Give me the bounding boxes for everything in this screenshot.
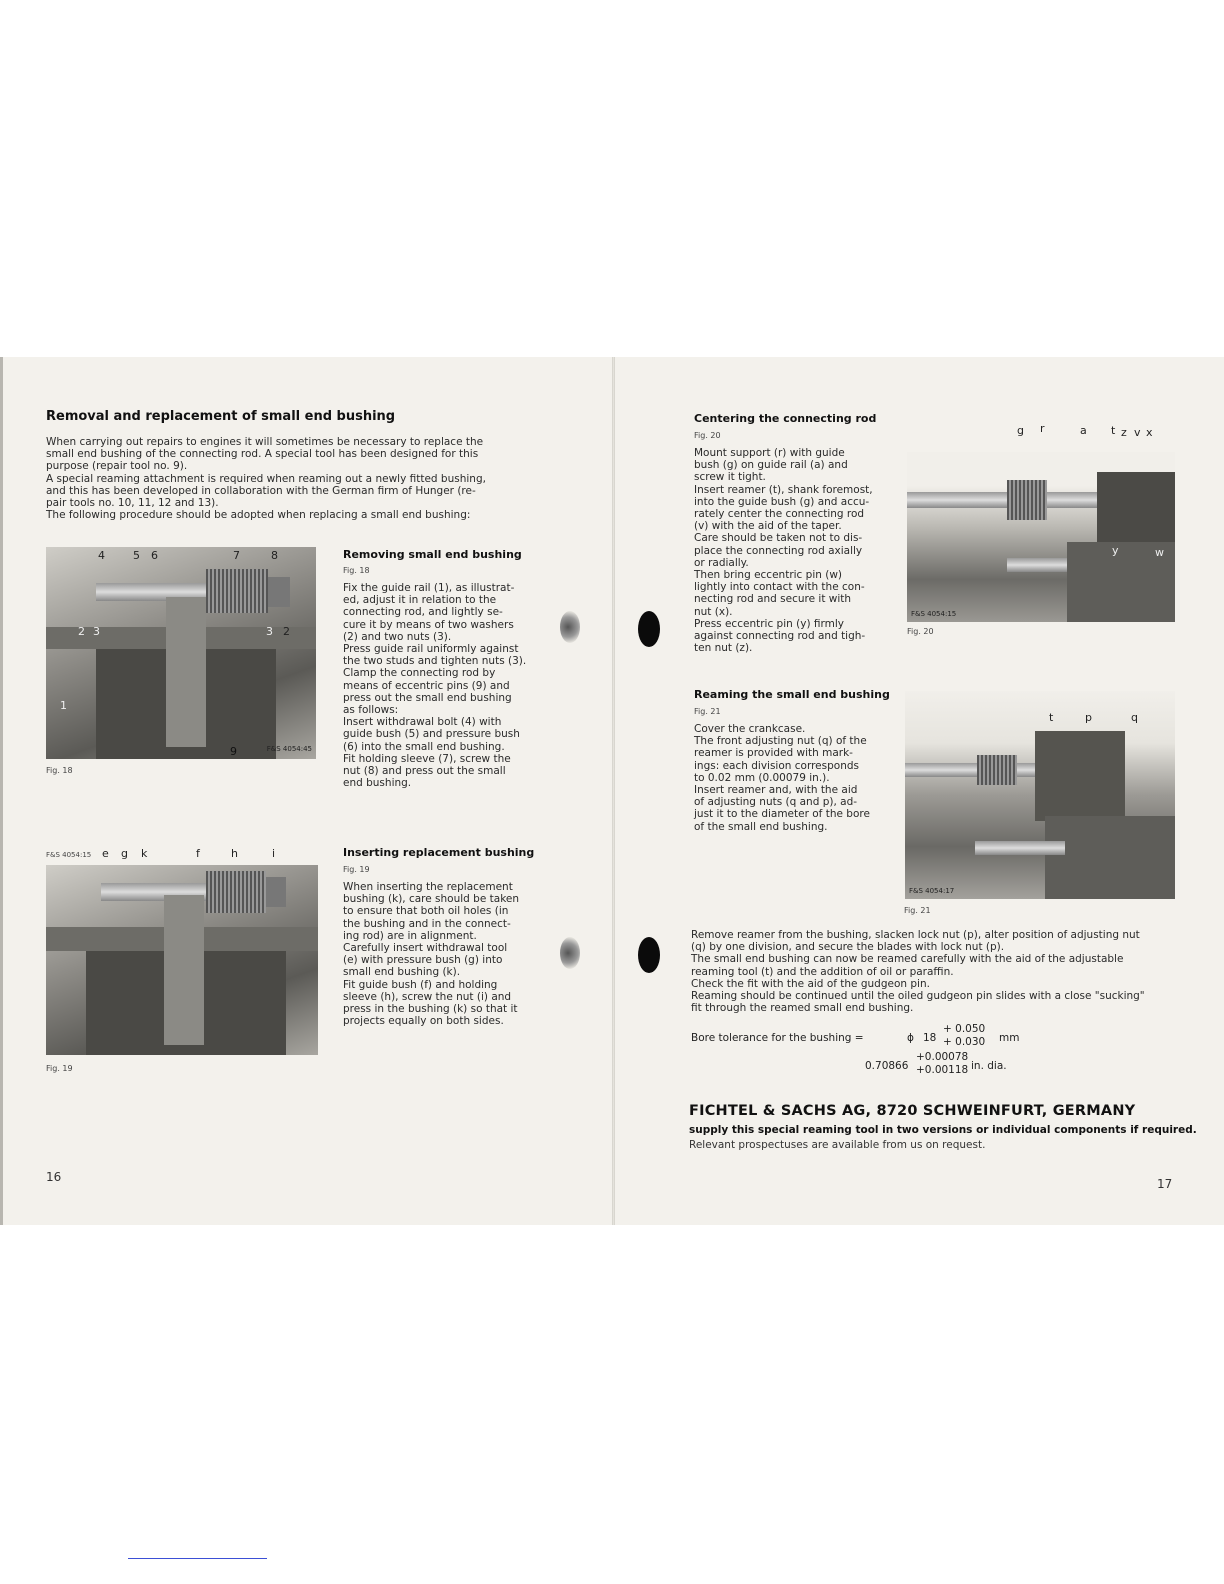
text-line: (e) with pressure bush (g) into (343, 954, 503, 967)
fig-code: F&S 4054:15 (911, 610, 957, 618)
book-spread (0, 357, 1224, 1225)
text-line: fit through the reamed small end bushing. (691, 1002, 914, 1015)
binder-hole-icon (638, 937, 660, 973)
text-line: Press eccentric pin (y) firmly (694, 617, 844, 630)
inserting-text (343, 881, 533, 1027)
callout-label: w (1155, 546, 1164, 559)
fig19-caption: Fig. 19 (46, 1064, 73, 1073)
fig-ref: Fig. 18 (343, 566, 370, 575)
text-line: Cover the crankcase. (694, 723, 806, 735)
page-number: 16 (46, 1170, 62, 1184)
text-line: ing rod) are in alignment. (343, 929, 477, 942)
text-line: to 0.02 mm (0.00079 in.). (694, 771, 830, 784)
callout-label: p (1085, 711, 1092, 724)
fig19-photo (46, 865, 318, 1055)
text-line: the bushing and in the connect- (343, 917, 511, 930)
text-line: against connecting rod and tigh- (694, 630, 866, 643)
text-line: The small end bushing can now be reamed carefully with the aid of the adjustable (691, 953, 1124, 966)
text-line: bushing (k), care should be taken (343, 893, 520, 906)
text-line: of adjusting nuts (q and p), ad- (694, 796, 858, 809)
text-line: nut (x). (694, 605, 733, 618)
text-line: to ensure that both oil holes (in (343, 905, 509, 918)
callout-label: 8 (271, 549, 278, 562)
text-line: the two studs and tighten nuts (3). (343, 655, 527, 668)
text-line: lightly into contact with the con- (694, 581, 865, 594)
binder-hole-icon (560, 937, 580, 969)
diameter-symbol: ɸ (907, 1032, 914, 1044)
text-line: press out the small end bushing (343, 691, 512, 704)
intro-line: The following procedure should be adopted when replacing a small end bushing: (46, 509, 471, 522)
text-line: reaming tool (t) and the addition of oil or paraffin. (691, 965, 954, 978)
fig-code: F&S 4054:45 (266, 745, 312, 753)
text-line: Fit holding sleeve (7), screw the (343, 752, 511, 765)
text-line: ings: each division corresponds (694, 759, 859, 772)
section-heading-removing: Removing small end bushing (343, 548, 522, 561)
intro-line: purpose (repair tool no. 9). (46, 460, 188, 473)
right-page (615, 357, 1224, 1225)
tolerance-upper-mm: + 0.050 (943, 1023, 986, 1035)
tolerance-lower-mm: + 0.030 (943, 1036, 986, 1048)
binder-hole-icon (638, 611, 660, 647)
text-line: Press guide rail uniformly against (343, 643, 519, 656)
text-line: Remove reamer from the bushing, slacken lock nut (p), alter position of adjusting nut (691, 929, 1140, 941)
text-line: place the connecting rod axially (694, 544, 863, 557)
tolerance-upper-in: +0.00078 (916, 1051, 969, 1063)
text-line: sleeve (h), screw the nut (i) and (343, 990, 512, 1003)
text-line: (2) and two nuts (3). (343, 630, 452, 643)
nut (268, 577, 290, 607)
callout-label: 7 (233, 549, 240, 562)
reamer-head (1035, 731, 1125, 821)
text-line: (6) into the small end bushing. (343, 740, 505, 753)
text-line: The front adjusting nut (q) of the (694, 735, 867, 748)
centering-text (694, 447, 884, 654)
text-line: necting rod and secure it with (694, 593, 852, 606)
text-line: reamer is provided with mark- (694, 747, 853, 760)
fig-ref: Fig. 20 (694, 431, 721, 440)
callout-label: y (1112, 544, 1119, 557)
intro-line: pair tools no. 10, 11, 12 and 13). (46, 497, 219, 510)
page-number: 17 (1157, 1177, 1173, 1191)
intro-line: and this has been developed in collaboration with the German firm of Hunger (re- (46, 484, 476, 497)
text-line: Fit guide bush (f) and holding (343, 978, 498, 991)
callout-label: e (102, 847, 109, 860)
binder-hole-icon (560, 611, 580, 643)
callout-label: i (272, 847, 276, 860)
fig21-caption: Fig. 21 (904, 906, 931, 915)
fig20-photo (907, 452, 1175, 622)
text-line: of the small end bushing. (694, 820, 828, 833)
text-line: When inserting the replacement (343, 881, 513, 893)
tolerance-label: Bore tolerance for the bushing = (691, 1032, 864, 1044)
callout-label: q (1131, 711, 1138, 724)
fig18-caption: Fig. 18 (46, 766, 73, 775)
text-line: guide bush (5) and pressure bush (343, 728, 520, 741)
callout-label: 1 (60, 699, 67, 712)
text-line: bush (g) on guide rail (a) and (694, 459, 848, 472)
text-line: Clamp the connecting rod by (343, 667, 496, 680)
removing-text (343, 582, 533, 789)
section-heading-centering: Centering the connecting rod (694, 412, 877, 425)
callout-label: g (1017, 424, 1024, 437)
text-line: projects equally on both sides. (343, 1015, 504, 1028)
callout-label: t (1111, 424, 1116, 437)
tolerance-nominal-in: 0.70866 (865, 1060, 909, 1072)
text-line: (v) with the aid of the taper. (694, 520, 842, 533)
left-page (0, 357, 612, 1225)
callout-label: 3 (266, 625, 273, 638)
fig20-caption: Fig. 20 (907, 627, 934, 636)
text-line: Reaming should be continued until the oiled gudgeon pin slides with a close "sucking" (691, 990, 1145, 1003)
text-line: nut (8) and press out the small (343, 765, 506, 778)
callout-label: k (141, 847, 148, 860)
company-name: FICHTEL & SACHS AG, 8720 SCHWEINFURT, GERMANY (689, 1103, 1136, 1119)
fig-code: F&S 4054:15 (46, 851, 92, 859)
callout-label: f (196, 847, 200, 860)
text-line: Then bring eccentric pin (w) (694, 569, 843, 582)
text-line: press in the bushing (k) so that it (343, 1003, 518, 1016)
callout-label: z (1121, 426, 1127, 439)
text-line: rately center the connecting rod (694, 508, 865, 521)
crankcase (1045, 816, 1175, 899)
callout-label: v (1134, 426, 1141, 439)
connecting-rod (164, 895, 204, 1045)
text-line: ten nut (z). (694, 642, 753, 655)
holding-sleeve (206, 871, 266, 913)
text-line: screw it tight. (694, 471, 766, 484)
prospectus-line: Relevant prospectuses are available from us on request. (689, 1139, 986, 1151)
holding-sleeve (206, 569, 268, 613)
fig-ref: Fig. 19 (343, 865, 370, 874)
text-line: Care should be taken not to dis- (694, 532, 863, 545)
blue-underline (128, 1558, 267, 1559)
intro-line: When carrying out repairs to engines it will sometimes be necessary to replace the (46, 436, 484, 448)
text-line: Carefully insert withdrawal tool (343, 942, 508, 955)
adjusting-nut (977, 755, 1017, 785)
callout-label: 2 (78, 625, 85, 638)
text-line: (q) by one division, and secure the blades with lock nut (p). (691, 941, 1005, 954)
intro-line: A special reaming attachment is required when reaming out a newly fitted bushing, (46, 472, 486, 485)
callout-label: x (1146, 426, 1153, 439)
fig-code: F&S 4054:17 (909, 887, 955, 895)
text-line: Insert reamer and, with the aid (694, 784, 858, 797)
text-line: small end bushing (k). (343, 966, 461, 979)
page-title: Removal and replacement of small end bushing (46, 409, 396, 424)
tolerance-unit-in: in. dia. (971, 1060, 1007, 1072)
callout-label: 5 (133, 549, 140, 562)
intro-text (46, 436, 536, 521)
tolerance-lower-in: +0.00118 (916, 1064, 969, 1076)
text-line: Insert withdrawal bolt (4) with (343, 716, 502, 729)
intro-line: small end bushing of the connecting rod. A special tool has been designed for this (46, 448, 479, 461)
callout-label: t (1049, 711, 1054, 724)
callout-label: r (1040, 422, 1045, 435)
reaming-text (694, 723, 884, 833)
callout-label: 3 (93, 625, 100, 638)
text-line: Check the fit with the aid of the gudgeon pin. (691, 977, 930, 990)
text-line: Mount support (r) with guide (694, 447, 845, 459)
nut (266, 877, 286, 907)
fig-ref: Fig. 21 (694, 707, 721, 716)
text-line: cure it by means of two washers (343, 618, 514, 631)
text-line: or radially. (694, 556, 749, 569)
text-line: Insert reamer (t), shank foremost, (694, 483, 873, 496)
fig18-photo (46, 547, 316, 759)
supply-line: supply this special reaming tool in two versions or individual components if required. (689, 1124, 1197, 1136)
text-line: Fix the guide rail (1), as illustrat- (343, 582, 515, 594)
callout-label: h (231, 847, 238, 860)
section-heading-reaming: Reaming the small end bushing (694, 688, 890, 701)
text-line: means of eccentric pins (9) and (343, 679, 510, 692)
callout-label: 9 (230, 745, 237, 758)
text-line: connecting rod, and lightly se- (343, 606, 503, 619)
closing-text (691, 929, 1181, 1014)
connecting-rod (166, 597, 206, 747)
callout-label: 2 (283, 625, 290, 638)
text-line: ed, adjust it in relation to the (343, 594, 497, 607)
tolerance-unit-mm: mm (999, 1032, 1020, 1044)
guide-bush (1007, 480, 1047, 520)
stud (975, 841, 1065, 855)
callout-label: 6 (151, 549, 158, 562)
text-line: into the guide bush (g) and accu- (694, 495, 870, 508)
callout-label: 4 (98, 549, 105, 562)
text-line: end bushing. (343, 777, 412, 790)
section-heading-inserting: Inserting replacement bushing (343, 846, 535, 859)
text-line: just it to the diameter of the bore (694, 808, 870, 821)
text-line: as follows: (343, 704, 399, 717)
callout-label: a (1080, 424, 1087, 437)
tolerance-nominal-mm: 18 (923, 1032, 937, 1044)
callout-label: g (121, 847, 128, 860)
